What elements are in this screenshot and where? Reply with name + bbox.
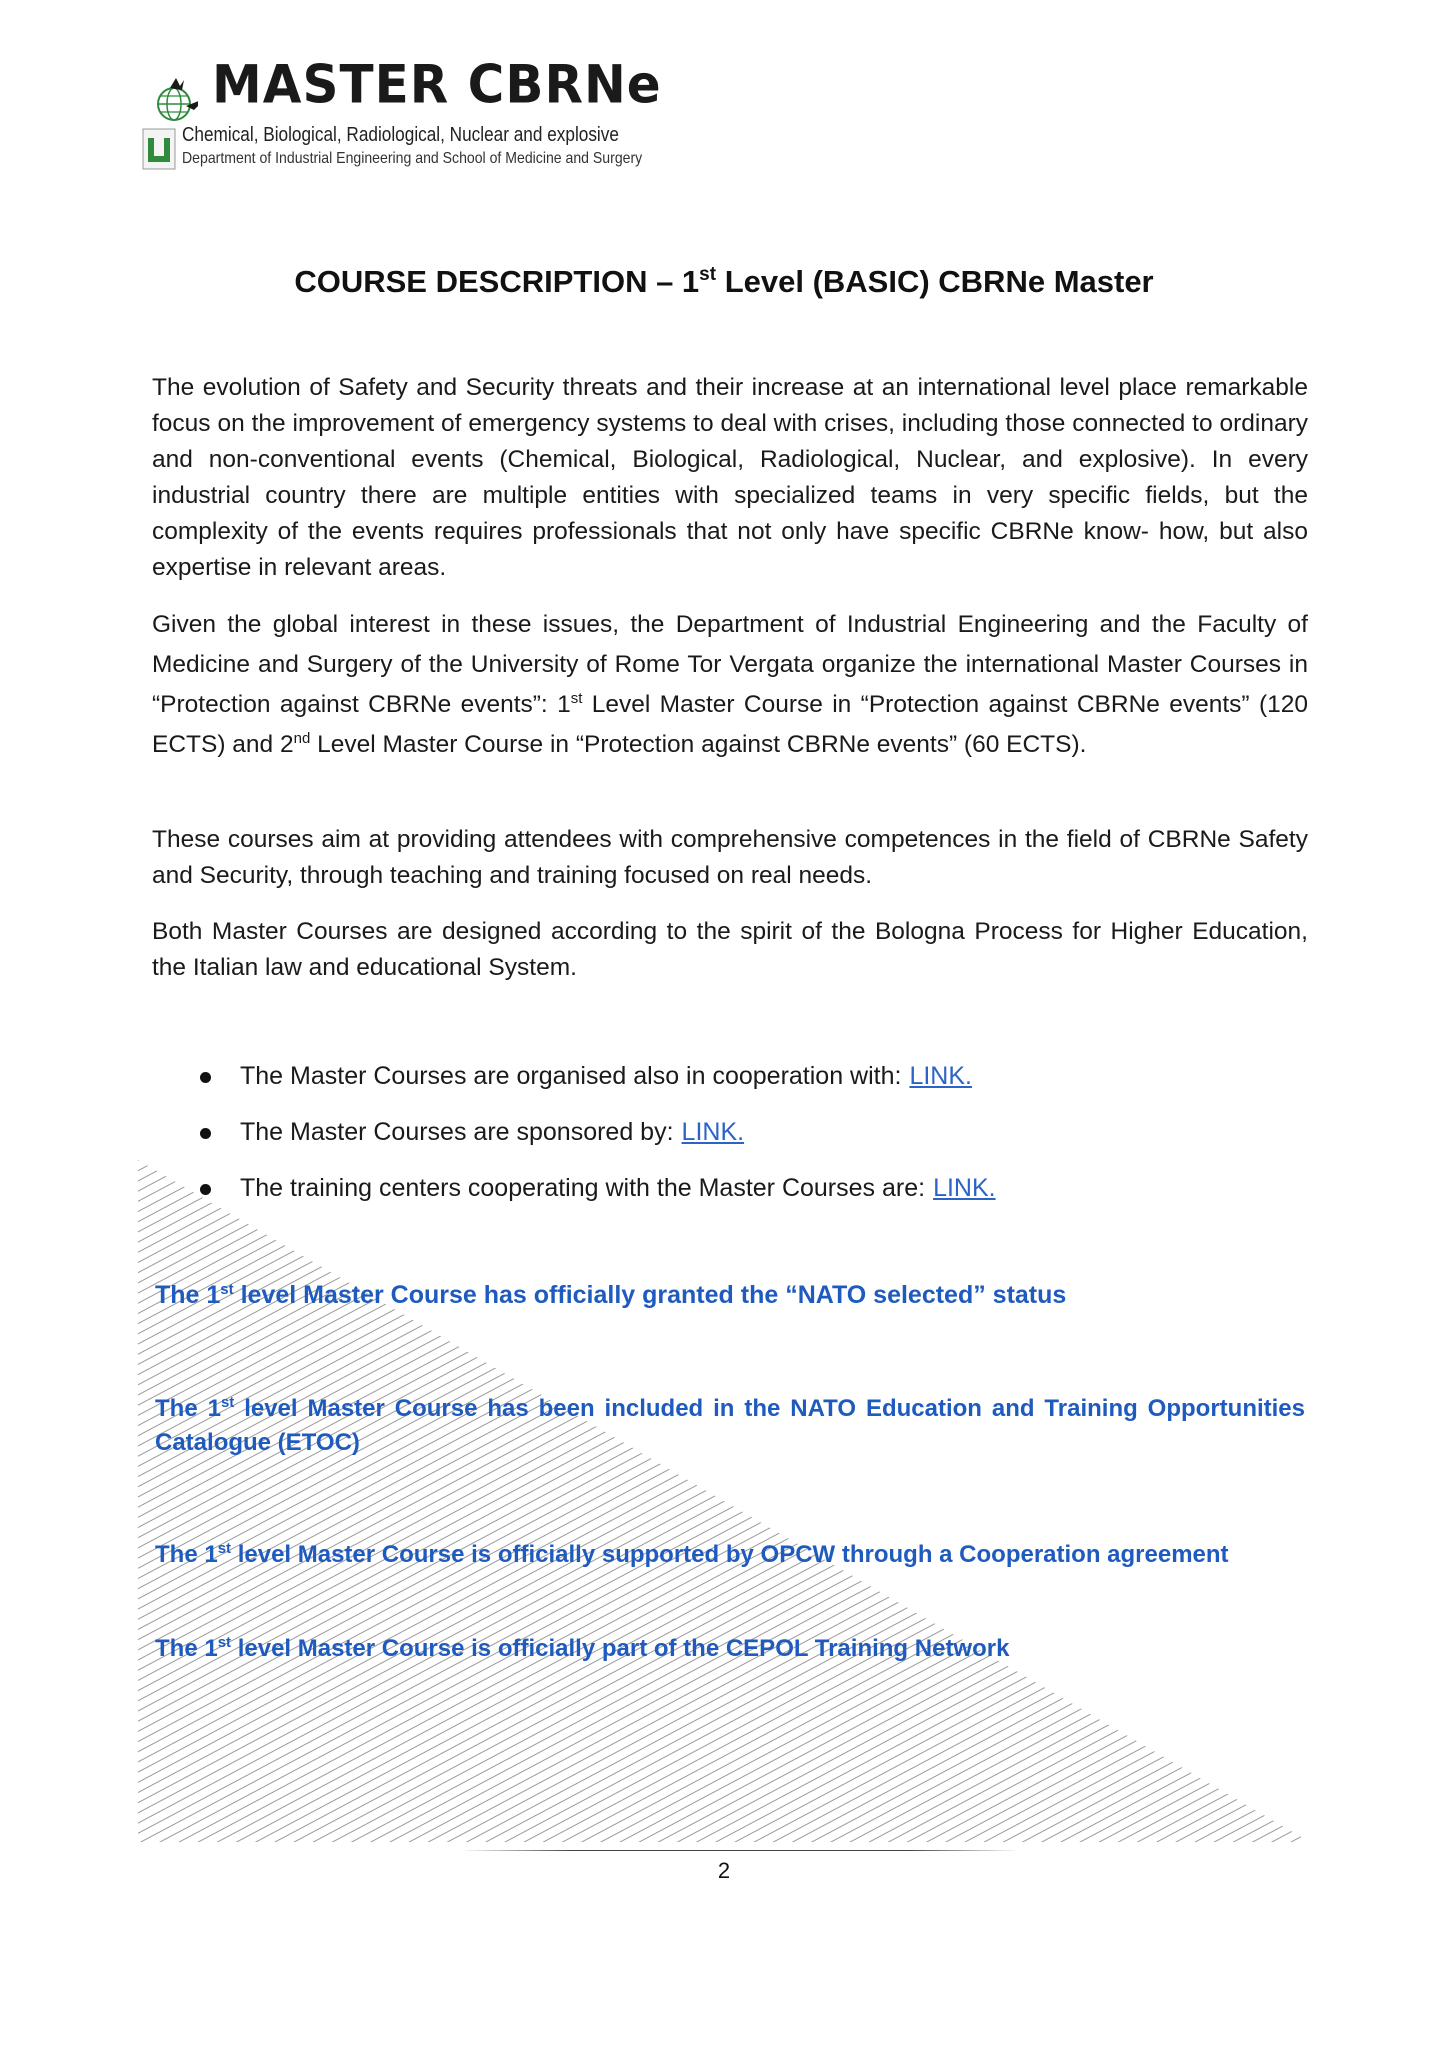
paragraph-segment: Given the global interest in these issues, the Department of Industrial Engineering and the Faculty of Medicine and Surgery of the University of Rome Tor Vergata organize the international Master Courses in “Protection against CBRNe events”: 1 bbox=[152, 611, 1308, 718]
paragraph-bologna bbox=[152, 914, 1308, 986]
logo-wordmark: MASTER CBRNe bbox=[212, 54, 662, 115]
footer-divider bbox=[460, 1850, 1020, 1851]
statement-nato-etoc bbox=[155, 1392, 1305, 1460]
statement-nato-selected bbox=[155, 1278, 1305, 1312]
list-item-text: The Master Courses are organised also in cooperation with: bbox=[240, 1062, 902, 1090]
logo-subtitle: Chemical, Biological, Radiological, Nuclear and explosive bbox=[182, 124, 619, 146]
cooperation-link[interactable]: LINK. bbox=[909, 1062, 972, 1090]
cooperation-list bbox=[200, 1058, 996, 1226]
list-item bbox=[200, 1170, 996, 1226]
statement-prefix: The 1 bbox=[155, 1281, 221, 1309]
paragraph-aims bbox=[152, 822, 1308, 894]
sponsors-link[interactable]: LINK. bbox=[681, 1118, 745, 1146]
ordinal-superscript: nd bbox=[293, 730, 311, 747]
statement-text: level Master Course has officially granted the “NATO selected” status bbox=[233, 1281, 1067, 1309]
page-number: 2 bbox=[717, 1858, 731, 1883]
title-suffix: Level (BASIC) CBRNe Master bbox=[716, 264, 1154, 299]
statement-prefix: The 1 bbox=[155, 1395, 221, 1422]
training-centers-link[interactable]: LINK. bbox=[933, 1174, 996, 1202]
statement-text: level Master Course is officially part of the CEPOL Training Network bbox=[231, 1635, 1010, 1662]
title-superscript: st bbox=[699, 264, 717, 285]
statement-prefix: The 1 bbox=[155, 1635, 218, 1662]
university-badge-icon bbox=[142, 128, 176, 170]
list-item-text: The Master Courses are sponsored by: bbox=[240, 1118, 674, 1146]
statement-text: level Master Course has been included in the NATO Education and Training Opportunities Catalogue (ETOC) bbox=[155, 1395, 1306, 1456]
ordinal-superscript: st bbox=[220, 1281, 234, 1298]
paragraph-segment: Level Master Course in “Protection against CBRNe events” (120 ECTS) and 2 bbox=[152, 691, 1308, 758]
paragraph-text: These courses aim at providing attendees with comprehensive competences in the field of CBRNe Safety and Security, through teaching and training focused on real needs. bbox=[152, 826, 1308, 889]
statement-cepol bbox=[155, 1632, 1305, 1666]
globe-eagle-icon bbox=[150, 78, 198, 126]
paragraph-evolution bbox=[152, 370, 1308, 586]
statement-opcw bbox=[155, 1538, 1305, 1572]
logo-department: Department of Industrial Engineering and School of Medicine and Surgery bbox=[182, 150, 643, 167]
list-item bbox=[200, 1058, 996, 1114]
statement-text: level Master Course is officially supported by OPCW through a Cooperation agreement bbox=[231, 1541, 1229, 1568]
bullet-icon bbox=[200, 1072, 211, 1083]
bullet-icon bbox=[200, 1128, 211, 1139]
title-prefix: COURSE DESCRIPTION – 1 bbox=[294, 264, 700, 299]
ordinal-superscript: st bbox=[570, 690, 583, 707]
ordinal-superscript: st bbox=[217, 1634, 232, 1651]
statement-prefix: The 1 bbox=[155, 1541, 218, 1568]
paragraph-global-interest bbox=[152, 605, 1308, 765]
list-item bbox=[200, 1114, 996, 1170]
hatched-triangle-decoration bbox=[138, 1160, 1310, 1842]
ordinal-superscript: st bbox=[220, 1394, 235, 1411]
paragraph-text: Both Master Courses are designed according to the spirit of the Bologna Process for Higher Education, the Italian law and educational System. bbox=[152, 918, 1308, 981]
paragraph-text: The evolution of Safety and Security threats and their increase at an international level place remarkable focus on the improvement of emergency systems to deal with crises, including those connected to ordinary and non-conventional events (Chemical, Biological, Radiological, Nuclear, and explosive). In every industrial country there are multiple entities with specialized teams in very specific fields, but the complexity of the events requires professionals that not only have specific CBRNe know- how, but also expertise in relevant areas. bbox=[152, 374, 1308, 581]
paragraph-text bbox=[152, 605, 1308, 765]
paragraph-segment: Level Master Course in “Protection against CBRNe events” (60 ECTS). bbox=[310, 731, 1087, 758]
bullet-icon bbox=[200, 1184, 211, 1195]
ordinal-superscript: st bbox=[217, 1540, 232, 1557]
list-item-text: The training centers cooperating with the Master Courses are: bbox=[240, 1174, 926, 1202]
logo bbox=[142, 42, 662, 172]
page-title bbox=[0, 264, 1448, 300]
